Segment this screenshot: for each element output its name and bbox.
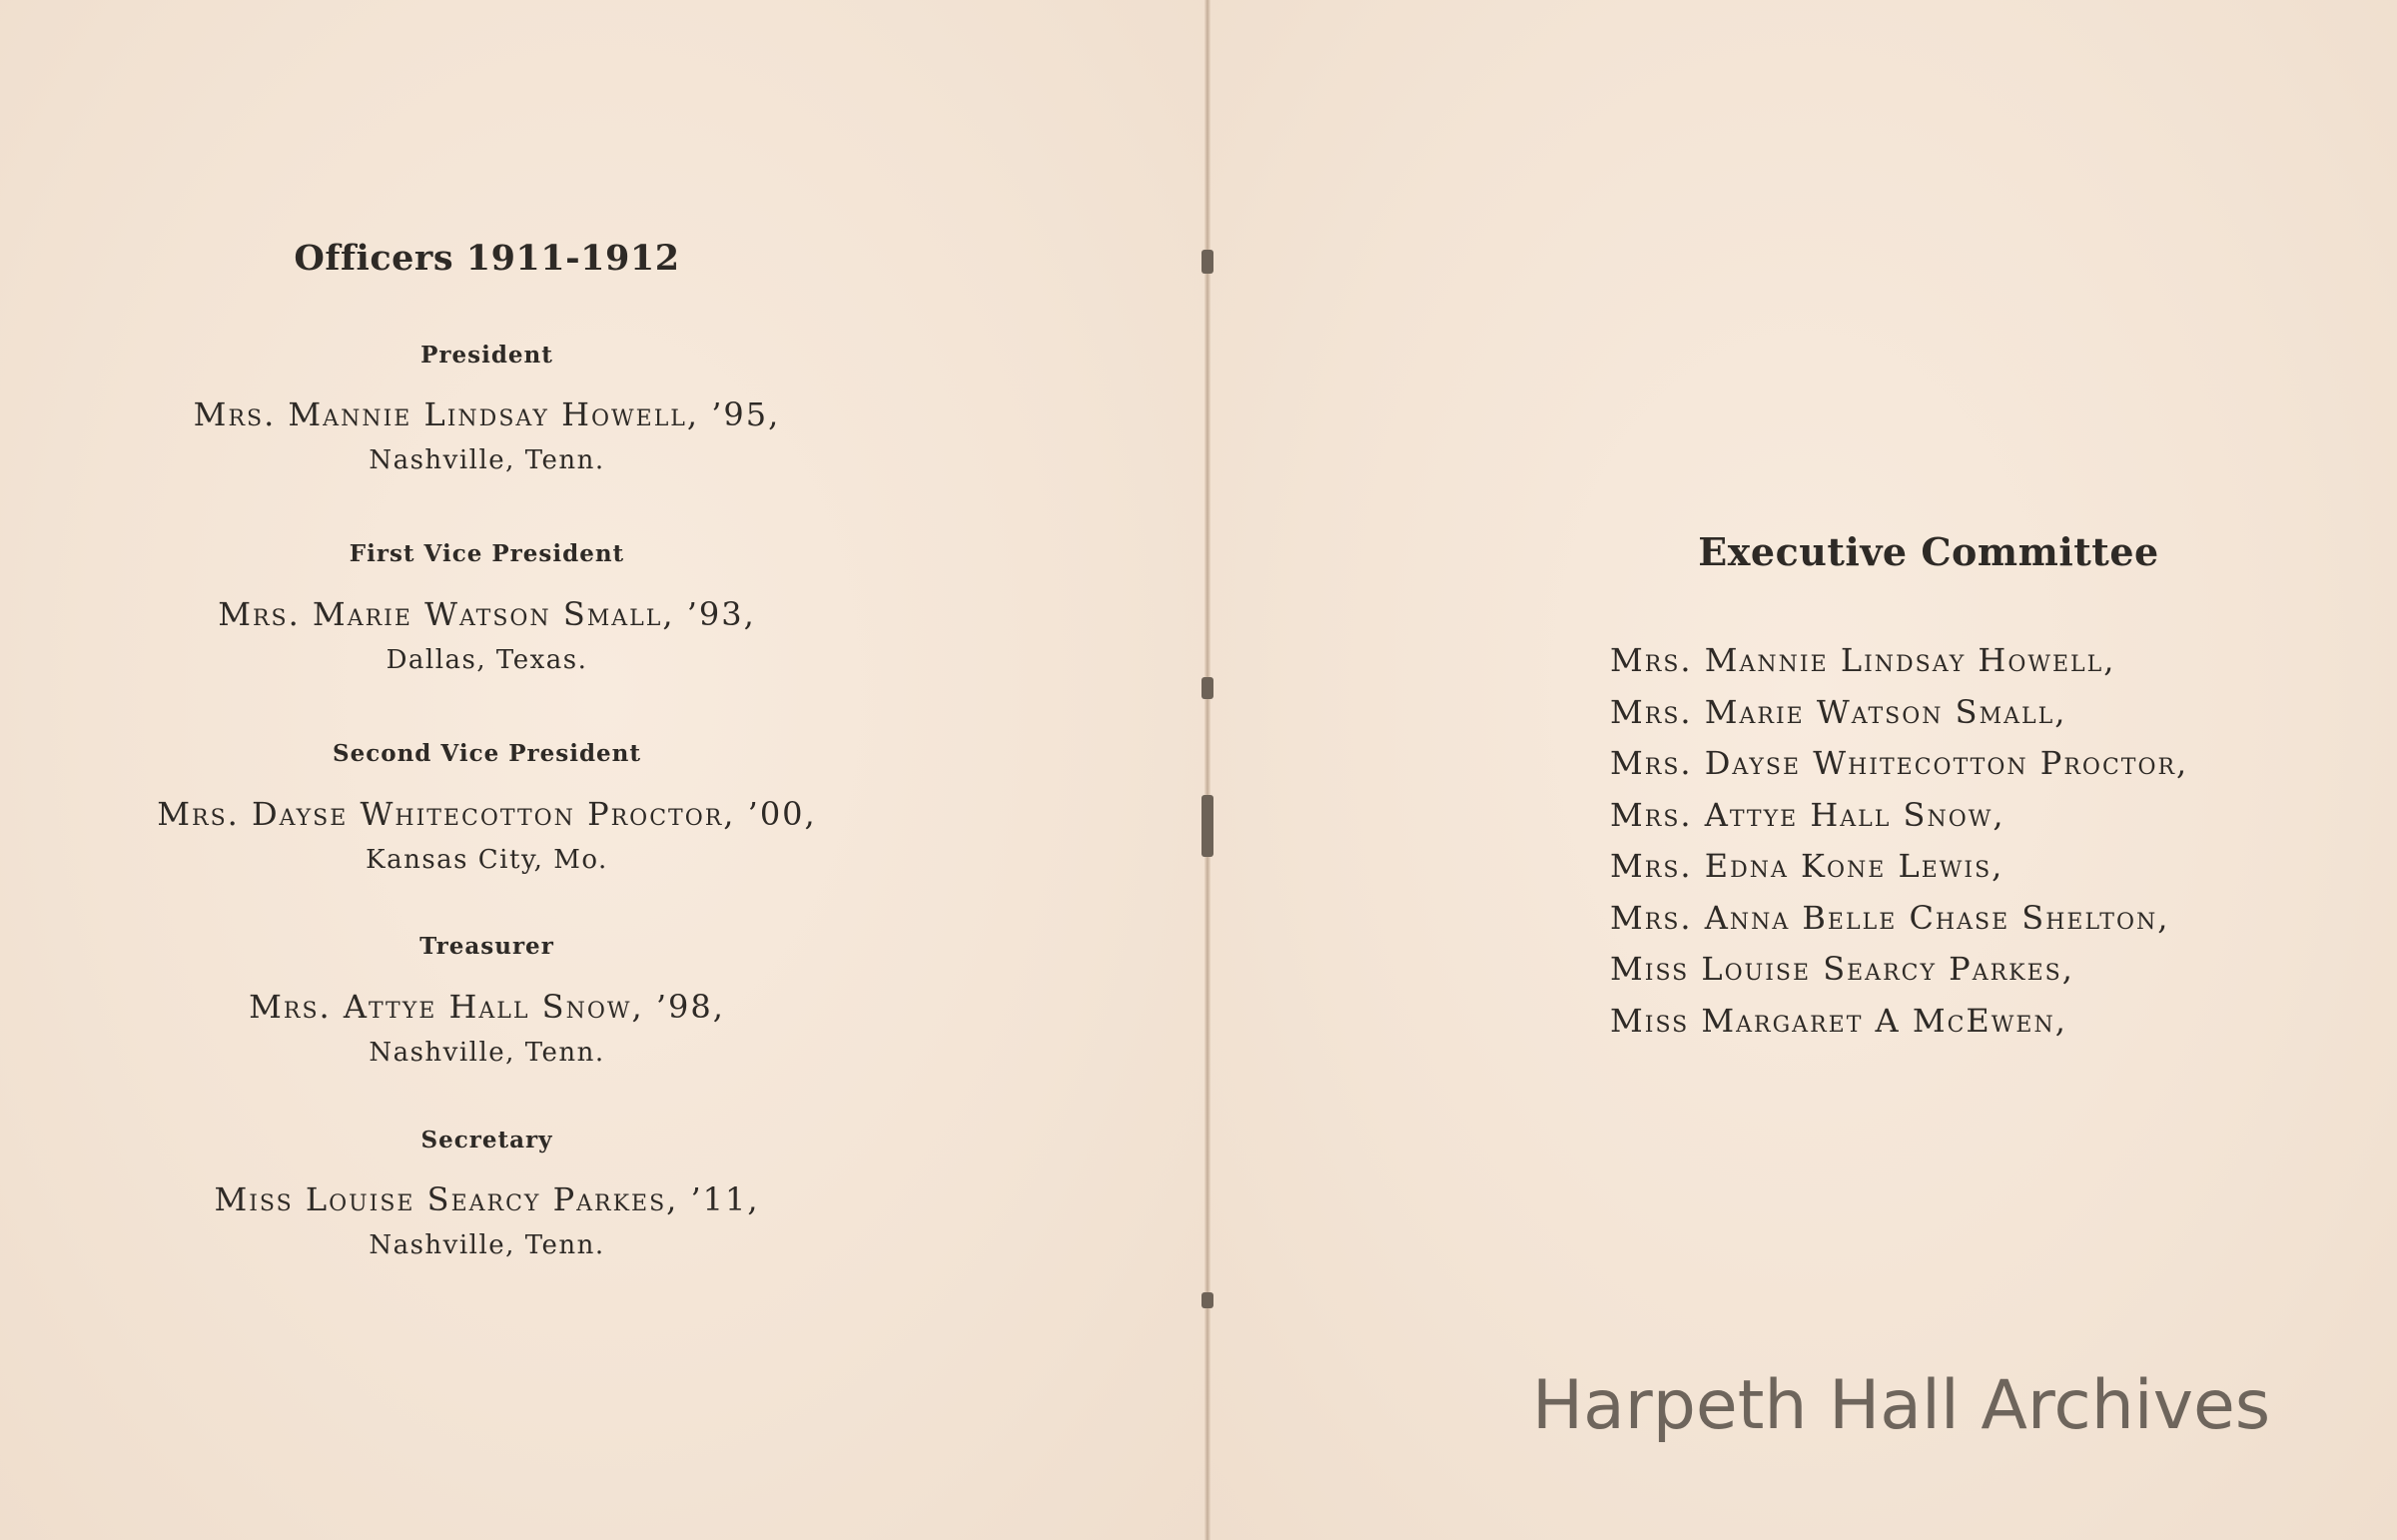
binding-stitch (1201, 677, 1213, 699)
committee-member: Mrs. Mannie Lindsay Howell, (1610, 641, 2116, 679)
binding-stitch (1201, 250, 1213, 274)
officer-place: Nashville, Tenn. (369, 1230, 605, 1260)
officer-name: Mrs. Attye Hall Snow, ’98, (249, 988, 725, 1026)
committee-member: Mrs. Attye Hall Snow, (1610, 795, 2005, 834)
executive-committee-heading: Executive Committee (1698, 529, 2159, 574)
officers-heading: Officers 1911-1912 (294, 238, 680, 279)
officer-name: Mrs. Dayse Whitecotton Proctor, ’00, (157, 795, 817, 833)
committee-member: Miss Margaret A McEwen, (1610, 1001, 2067, 1040)
officer-name: Mrs. Marie Watson Small, ’93, (218, 595, 756, 633)
officer-name: Mrs. Mannie Lindsay Howell, ’95, (193, 395, 781, 433)
role-second-vice-president: Second Vice President (332, 740, 642, 767)
binding-stitch (1201, 1292, 1213, 1308)
officer-place: Nashville, Tenn. (369, 1038, 605, 1068)
committee-member: Miss Louise Searcy Parkes, (1610, 950, 2074, 988)
role-secretary: Secretary (420, 1127, 553, 1154)
officer-place: Kansas City, Mo. (366, 845, 608, 875)
committee-member: Mrs. Edna Kone Lewis, (1610, 847, 2004, 885)
officer-place: Nashville, Tenn. (369, 445, 605, 475)
binding-stitch (1201, 795, 1213, 857)
role-first-vice-president: First Vice President (349, 540, 625, 567)
role-president: President (420, 342, 553, 369)
committee-member: Mrs. Dayse Whitecotton Proctor, (1610, 744, 2189, 782)
committee-member: Mrs. Marie Watson Small, (1610, 692, 2067, 731)
executive-committee-list (1610, 635, 2188, 1047)
committee-member: Mrs. Anna Belle Chase Shelton, (1610, 898, 2170, 937)
archive-watermark: Harpeth Hall Archives (1532, 1366, 2271, 1445)
officer-place: Dallas, Texas. (386, 645, 588, 675)
page-fold (1204, 0, 1210, 1540)
role-treasurer: Treasurer (419, 933, 554, 960)
officer-name: Miss Louise Searcy Parkes, ’11, (214, 1180, 760, 1218)
